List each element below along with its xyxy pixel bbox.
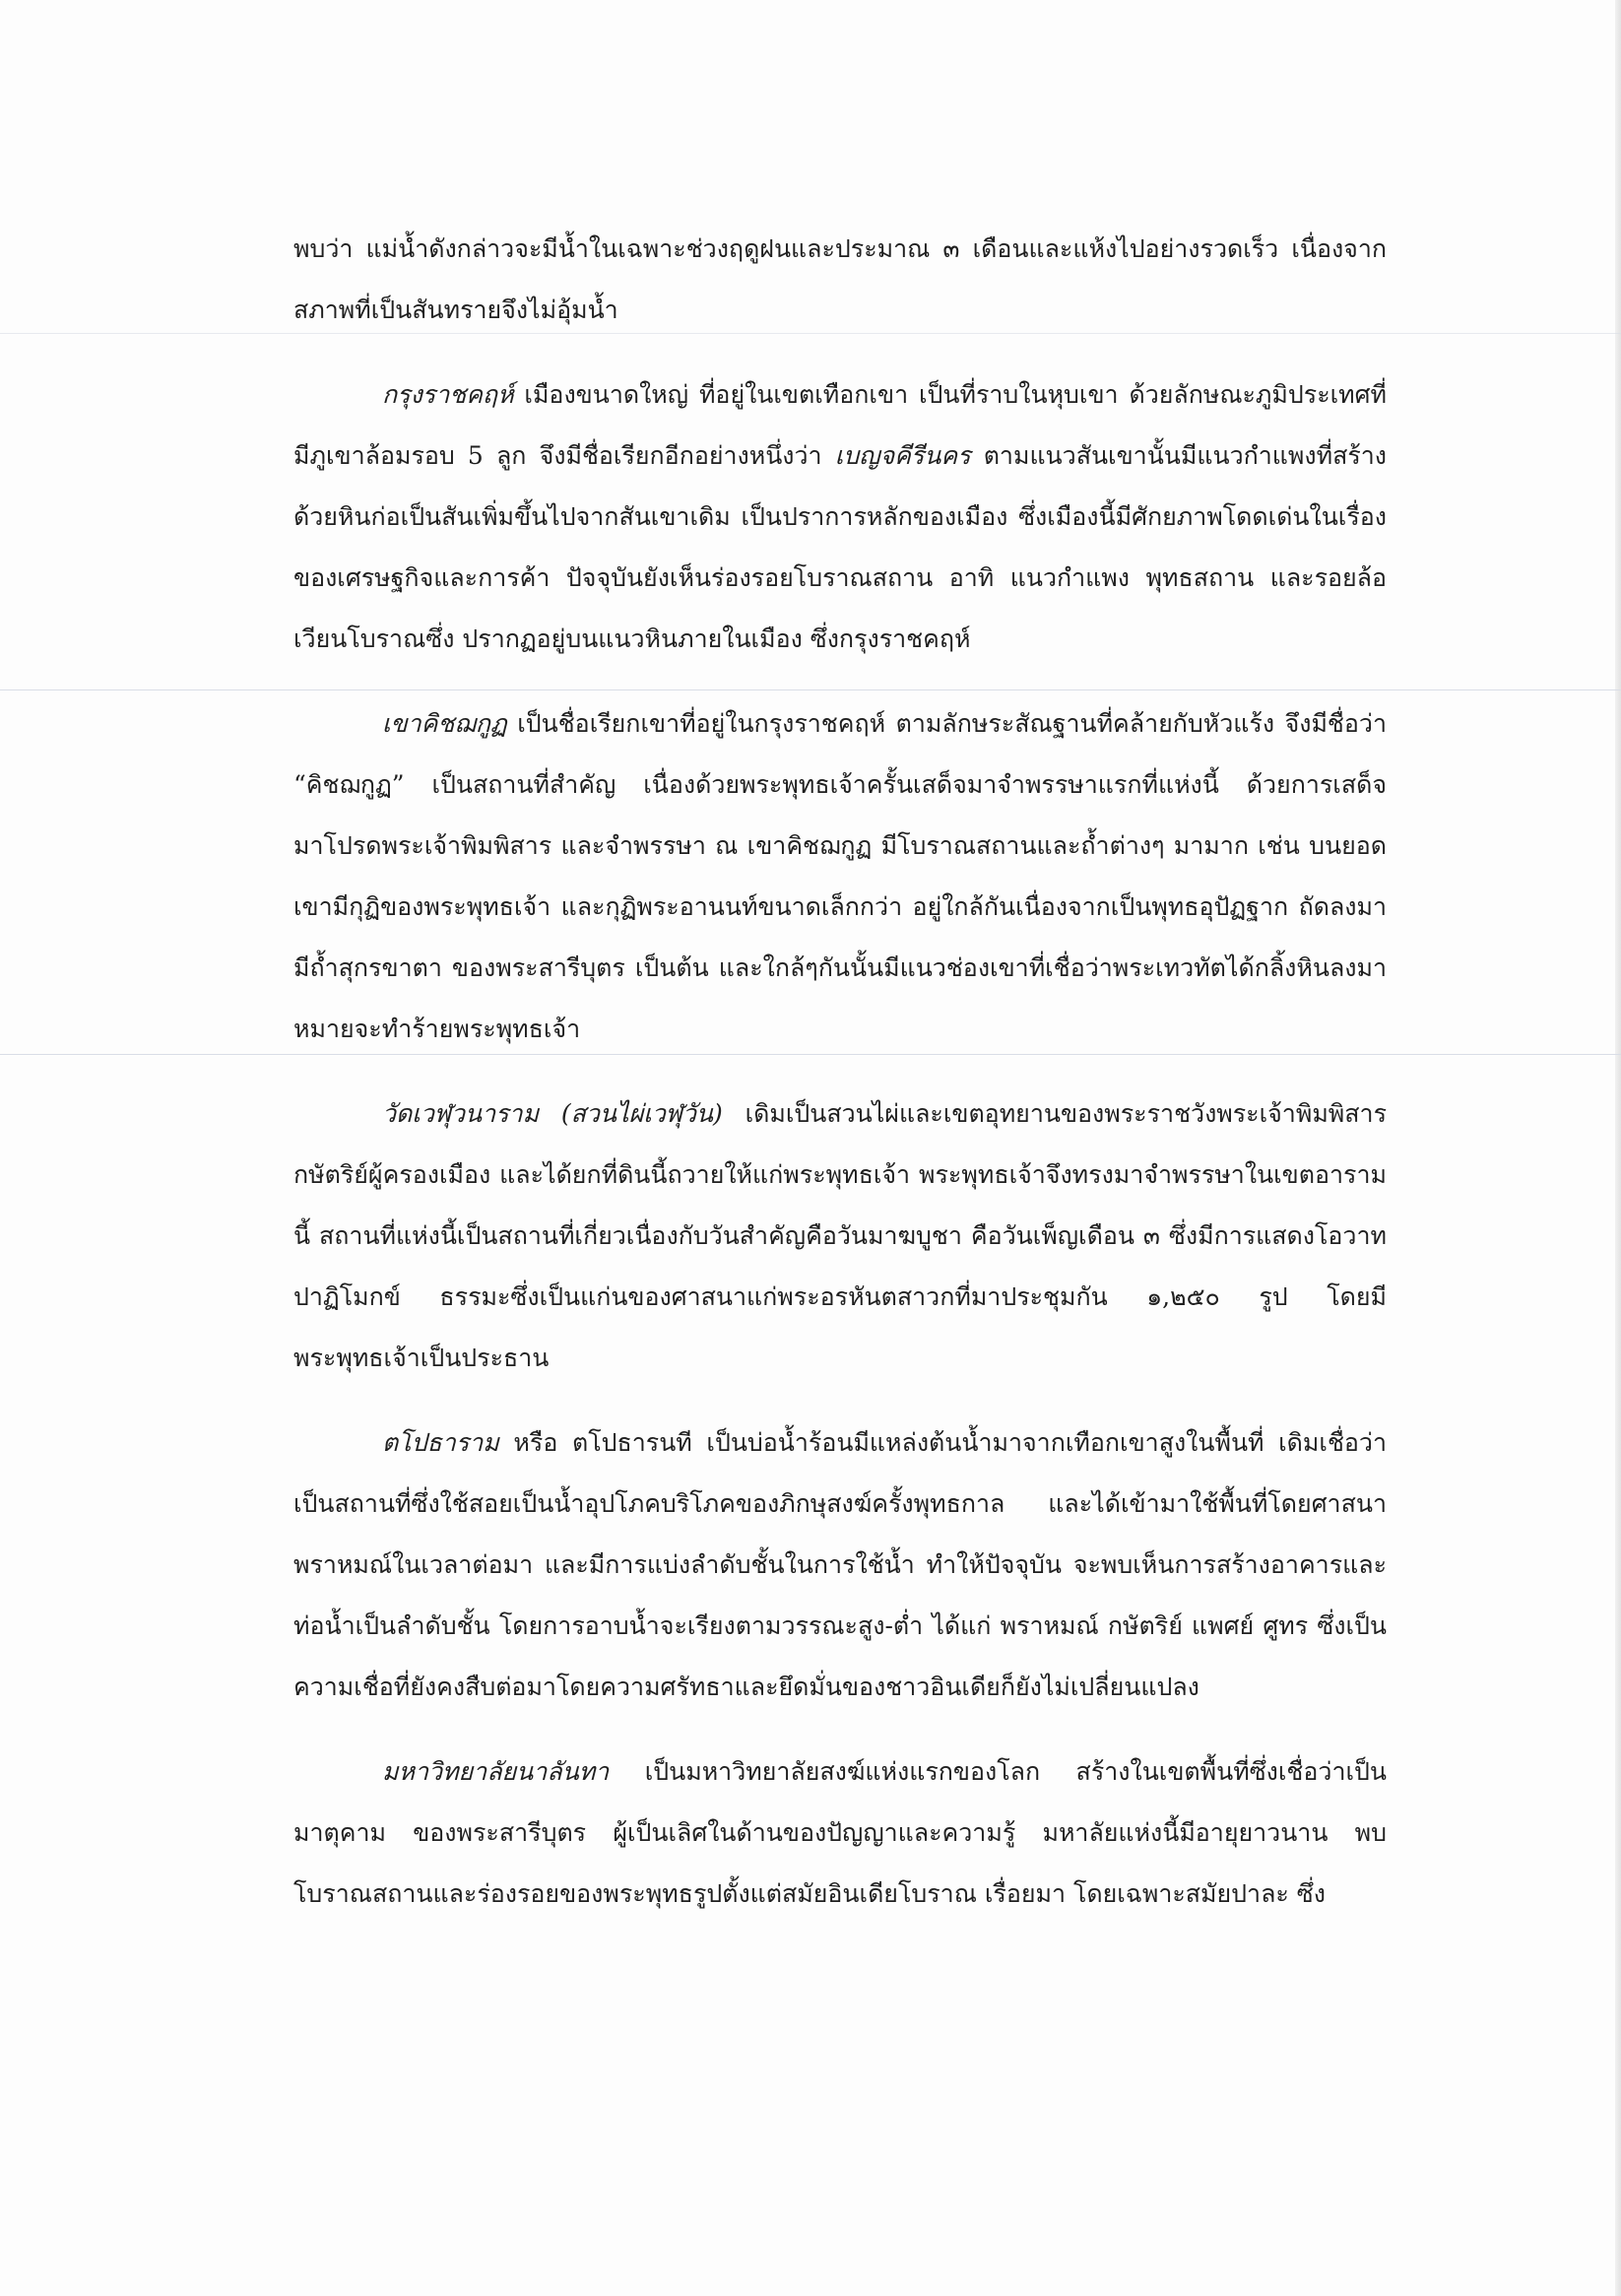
paragraph-text: เป็นชื่อเรียกเขาที่อยู่ในกรุงราชคฤห์ ตามลักษระสัณฐานที่คล้ายกับหัวแร้ง จึงมีชื่อว่า “คิชฌกูฏ” เป็นสถานที่สำคัญ เนื่องด้วยพระพุทธเจ้าครั้นเสด็จมาจำพรรษาแรกที่แห่งนี้ ด้วยการเสด็จมาโปรดพระเจ้าพิมพิสาร และจำพรรษา ณ เขาคิชฌกูฏ มีโบราณสถานและถ้ำต่างๆ มามาก เช่น บนยอดเขามีกุฏิของพระพุทธเจ้า และกุฏิพระอานนท์ขนาดเล็กกว่า อยู่ใกล้กันเนื่องจากเป็นพุทธอุปัฏฐาก ถัดลงมามีถ้ำสุกรขาตา ของพระสารีบุตร เป็นต้น และใกล้ๆกันนั้นมีแนวช่องเขาที่เชื่อว่าพระเทวทัตได้กลิ้งหินลงมาหมายจะทำร้ายพระพุทธเจ้า <box>293 709 1387 1043</box>
paragraph-term: ตโปธาราม <box>382 1428 499 1457</box>
paragraph-tapodarama <box>293 1412 1387 1718</box>
paragraph-veluvana <box>293 1083 1387 1389</box>
paragraph-text: พบว่า แม่น้ำดังกล่าวจะมีน้ำในเฉพาะช่วงฤดูฝนและประมาณ ๓ เดือนและแห้งไปอย่างรวดเร็ว เนื่องจากสภาพที่เป็นสันทรายจึงไม่อุ้มน้ำ <box>293 234 1387 324</box>
body-text <box>293 219 1387 1925</box>
paragraph-text: เมืองขนาดใหญ่ ที่อยู่ในเขตเทือกเขา เป็นที่ราบในหุบเขา ด้วยลักษณะภูมิประเทศที่มีภูเขาล้อมรอบ 5 ลูก จึงมีชื่อเรียกอีกอย่างหนึ่งว่า <box>293 380 1387 470</box>
paragraph-term: เขาคิชฌกูฏ <box>382 709 507 738</box>
scan-edge <box>1615 0 1621 2296</box>
paragraph-river <box>293 219 1387 341</box>
paragraph-text: ตามแนวสันเขานั้นมีแนวกำแพงที่สร้างด้วยหินก่อเป็นสันเพิ่มขึ้นไปจากสันเขาเดิม เป็นปราการหลักของเมือง ซึ่งเมืองนี้มีศักยภาพโดดเด่นในเรื่องของเศรษฐกิจและการค้า ปัจจุบันยังเห็นร่องรอยโบราณสถาน อาทิ แนวกำแพง พุทธสถาน และรอยล้อเวียนโบราณซึ่ง ปรากฏอยู่บนแนวหินภายในเมือง ซึ่งกรุงราชคฤห์ <box>293 441 1387 653</box>
paragraph-text: เป็นมหาวิทยาลัยสงฆ์แห่งแรกของโลก สร้างในเขตพื้นที่ซึ่งเชื่อว่าเป็นมาตุคาม ของพระสารีบุตร ผู้เป็นเลิศในด้านของปัญญาและความรู้ มหาลัยแห่งนี้มีอายุยาวนาน พบโบราณสถานและร่องรอยของพระพุทธรูปตั้งแต่สมัยอินเดียโบราณ เรื่อยมา โดยเฉพาะสมัยปาละ ซึ่ง <box>293 1757 1387 1908</box>
paragraph-gijjhakuta <box>293 693 1387 1060</box>
paragraph-term: เบญจคีรีนคร <box>834 441 971 470</box>
paragraph-text: หรือ ตโปธารนที เป็นบ่อน้ำร้อนมีแหล่งต้นน้ำมาจากเทือกเขาสูงในพื้นที่ เดิมเชื่อว่าเป็นสถานที่ซึ่งใช้สอยเป็นน้ำอุปโภคบริโภคของภิกษุสงฆ์ครั้งพุทธกาล และได้เข้ามาใช้พื้นที่โดยศาสนาพราหมณ์ในเวลาต่อมา และมีการแบ่งลำดับชั้นในการใช้น้ำ ทำให้ปัจจุบัน จะพบเห็นการสร้างอาคารและท่อน้ำเป็นลำดับชั้น โดยการอาบน้ำจะเรียงตามวรรณะสูง-ต่ำ ได้แก่ พราหมณ์ กษัตริย์ แพศย์ ศูทร ซึ่งเป็นความเชื่อที่ยังคงสืบต่อมาโดยความศรัทธาและยึดมั่นของชาวอินเดียก็ยังไม่เปลี่ยนแปลง <box>293 1428 1387 1701</box>
paragraph-rajagriha <box>293 364 1387 670</box>
paragraph-nalanda <box>293 1741 1387 1925</box>
paragraph-term: กรุงราชคฤห์ <box>382 380 514 409</box>
paragraph-term: วัดเวฬุวนาราม (สวนไผ่เวฬุวัน) <box>382 1099 723 1128</box>
paragraph-term: มหาวิทยาลัยนาลันทา <box>382 1757 610 1786</box>
paragraph-text: เดิมเป็นสวนไผ่และเขตอุทยานของพระราชวังพระเจ้าพิมพิสาร กษัตริย์ผู้ครองเมือง และได้ยกที่ดินนี้ถวายให้แก่พระพุทธเจ้า พระพุทธเจ้าจึงทรงมาจำพรรษาในเขตอารามนี้ สถานที่แห่งนี้เป็นสถานที่เกี่ยวเนื่องกับวันสำคัญคือวันมาฆบูชา คือวันเพ็ญเดือน ๓ ซึ่งมีการแสดงโอวาทปาฏิโมกข์ ธรรมะซึ่งเป็นแก่นของศาสนาแก่พระอรหันตสาวกที่มาประชุมกัน ๑,๒๕๐ รูป โดยมีพระพุทธเจ้าเป็นประธาน <box>293 1099 1388 1372</box>
